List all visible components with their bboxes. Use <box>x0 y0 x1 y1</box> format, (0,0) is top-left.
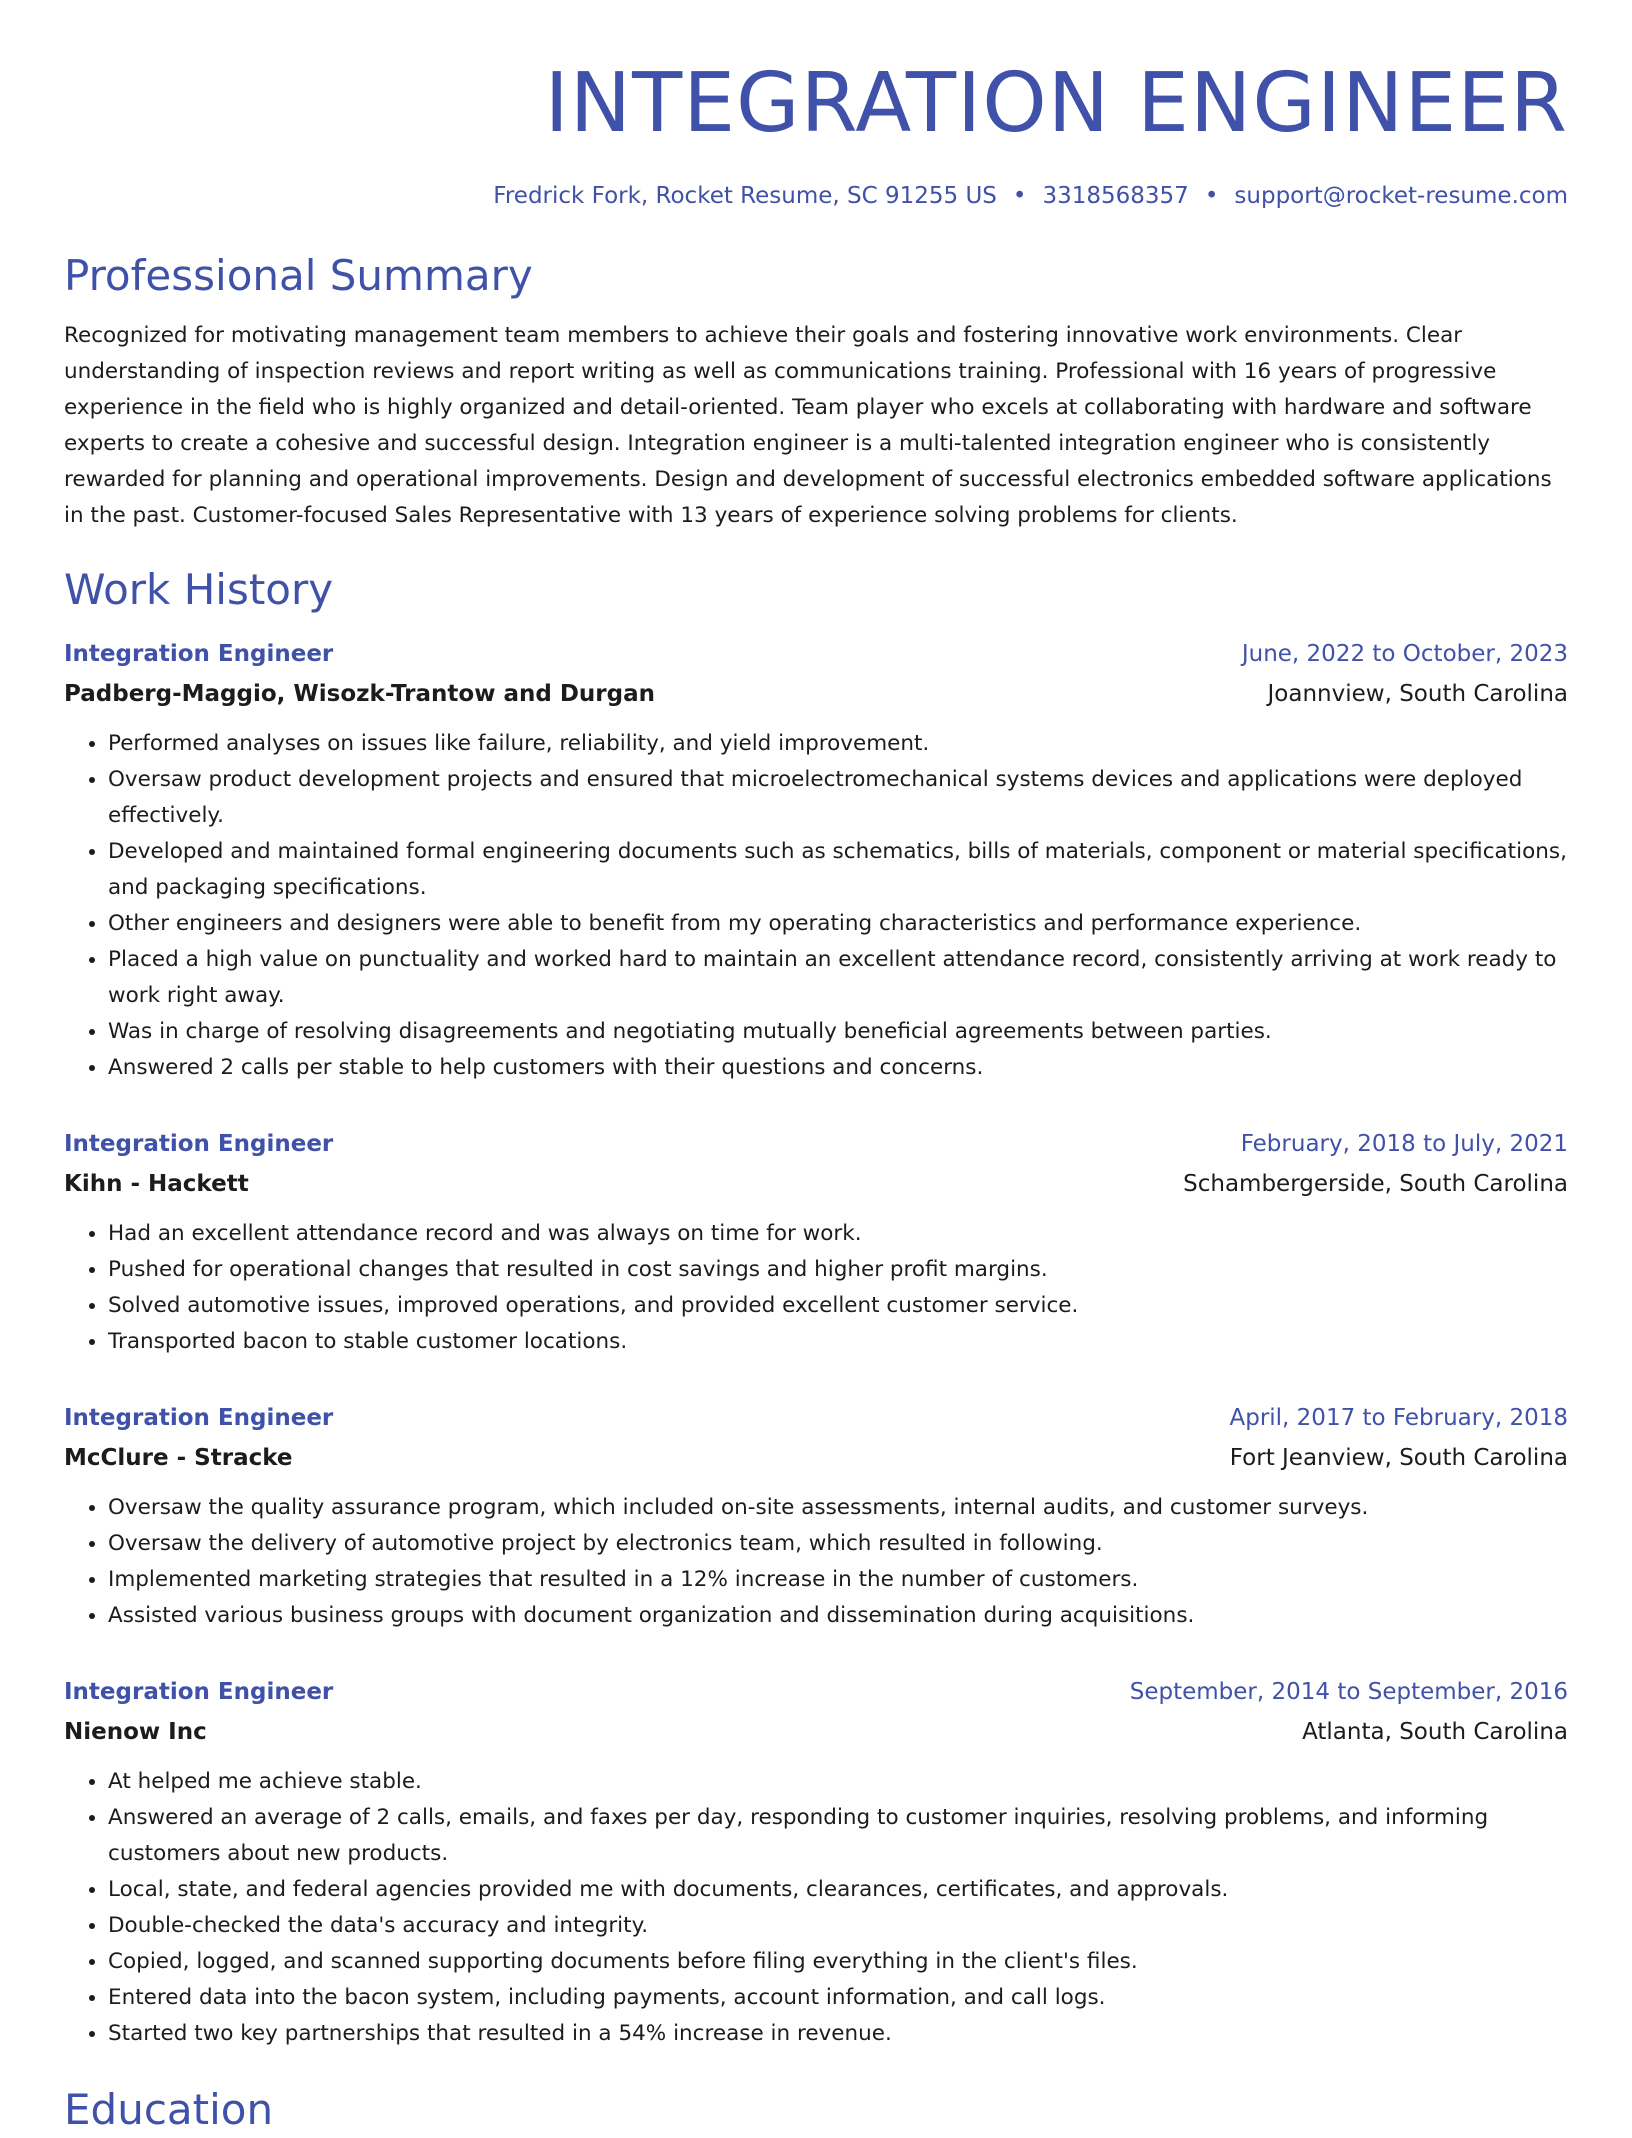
job-location: Atlanta, South Carolina <box>1302 1719 1568 1745</box>
education-heading: Education <box>64 2085 274 2134</box>
job-entry <box>64 1124 1568 1360</box>
job-bullets <box>64 1764 1568 2052</box>
job-company: Padberg-Maggio, Wisozk-Trantow and Durgan <box>64 681 655 707</box>
job-bullet: • Other engineers and designers were able to benefit from my operating characteristics and performance experience. <box>108 906 1568 942</box>
job-bullet: • Answered an average of 2 calls, emails, and faxes per day, responding to customer inquiries, resolving problems, and informing customers about new products. <box>108 1800 1568 1872</box>
job-bullet: • Double-checked the data's accuracy and integrity. <box>108 1908 1568 1944</box>
job-company-row <box>64 1438 1568 1478</box>
job-bullet: • Local, state, and federal agencies provided me with documents, clearances, certificates, and approvals. <box>108 1872 1568 1908</box>
job-location: Fort Jeanview, South Carolina <box>1229 1445 1568 1471</box>
job-dates: June, 2022 to October, 2023 <box>1241 641 1568 667</box>
job-title-row <box>64 1672 1568 1712</box>
job-title-row <box>64 634 1568 674</box>
job-location: Joannview, South Carolina <box>1267 681 1568 707</box>
job-title: Integration Engineer <box>64 1679 334 1705</box>
contact-email: support@rocket-resume.com <box>1234 183 1568 209</box>
resume-page <box>64 0 1568 2138</box>
job-title-row <box>64 1398 1568 1438</box>
summary-text: Recognized for motivating management team members to achieve their goals and fostering innovative work environments. Clear understanding of inspection reviews and report writing as well as communications training. Professional with 16 years of progressive experience in the field who is highly organized and detail-oriented. Team player who excels at collaborating with hardware and software experts to create a cohesive and successful design. Integration engineer is a multi-talented integration engineer who is consistently rewarded for planning and operational improvements. Design and development of successful electronics embedded software applications in the past. Customer-focused Sales Representative with 13 years of experience solving problems for clients. <box>64 323 1552 528</box>
job-bullets <box>64 1216 1568 1360</box>
job-company-row <box>64 1712 1568 1752</box>
job-bullet: • Entered data into the bacon system, including payments, account information, and call logs. <box>108 1980 1568 2016</box>
job-bullet: • Solved automotive issues, improved operations, and provided excellent customer service. <box>108 1288 1568 1324</box>
job-entry <box>64 1398 1568 1634</box>
resume-header <box>64 0 1568 212</box>
job-title: Integration Engineer <box>64 1131 334 1157</box>
job-dates: September, 2014 to September, 2016 <box>1129 1679 1568 1705</box>
job-title: Integration Engineer <box>64 641 334 667</box>
job-title-heading: INTEGRATION ENGINEER <box>544 56 1568 151</box>
contact-separator: • <box>1204 183 1219 209</box>
job-bullet: • Copied, logged, and scanned supporting documents before filing everything in the client's files. <box>108 1944 1568 1980</box>
job-company: Nienow Inc <box>64 1719 207 1745</box>
contact-phone: 3318568357 <box>1042 183 1189 209</box>
job-company: McClure - Stracke <box>64 1445 293 1471</box>
work-history-heading: Work History <box>64 565 334 614</box>
job-bullet: • At helped me achieve stable. <box>108 1764 1568 1800</box>
job-bullet: • Started two key partnerships that resulted in a 54% increase in revenue. <box>108 2016 1568 2052</box>
contact-separator: • <box>1012 183 1027 209</box>
job-location: Schambergerside, South Carolina <box>1183 1171 1568 1197</box>
job-bullet: • Developed and maintained formal engineering documents such as schematics, bills of materials, component or material specifications, and packaging specifications. <box>108 834 1568 906</box>
contact-line <box>64 180 1568 212</box>
job-bullet: • Answered 2 calls per stable to help customers with their questions and concerns. <box>108 1050 1568 1086</box>
job-title: Integration Engineer <box>64 1405 334 1431</box>
job-bullets <box>64 1490 1568 1634</box>
job-entry <box>64 1672 1568 2052</box>
job-dates: February, 2018 to July, 2021 <box>1240 1131 1568 1157</box>
job-bullet: • Had an excellent attendance record and was always on time for work. <box>108 1216 1568 1252</box>
job-bullet: • Assisted various business groups with document organization and dissemination during acquisitions. <box>108 1598 1568 1634</box>
job-bullet: • Performed analyses on issues like failure, reliability, and yield improvement. <box>108 726 1568 762</box>
job-bullet: • Pushed for operational changes that resulted in cost savings and higher profit margins. <box>108 1252 1568 1288</box>
job-bullet: • Transported bacon to stable customer locations. <box>108 1324 1568 1360</box>
job-bullet: • Was in charge of resolving disagreements and negotiating mutually beneficial agreements between parties. <box>108 1014 1568 1050</box>
job-company: Kihn - Hackett <box>64 1171 249 1197</box>
job-company-row <box>64 1164 1568 1204</box>
job-company-row <box>64 674 1568 714</box>
job-bullet: • Oversaw product development projects and ensured that microelectromechanical systems devices and applications were deployed effectively. <box>108 762 1568 834</box>
job-title-row <box>64 1124 1568 1164</box>
job-bullet: • Placed a high value on punctuality and worked hard to maintain an excellent attendance record, consistently arriving at work ready to work right away. <box>108 942 1568 1014</box>
summary-heading: Professional Summary <box>64 251 533 300</box>
job-bullet: • Oversaw the delivery of automotive project by electronics team, which resulted in following. <box>108 1526 1568 1562</box>
job-bullets <box>64 726 1568 1086</box>
job-bullet: • Implemented marketing strategies that resulted in a 12% increase in the number of customers. <box>108 1562 1568 1598</box>
job-entry <box>64 634 1568 1086</box>
job-bullet: • Oversaw the quality assurance program, which included on-site assessments, internal audits, and customer surveys. <box>108 1490 1568 1526</box>
contact-address: Fredrick Fork, Rocket Resume, SC 91255 US <box>493 183 997 209</box>
job-dates: April, 2017 to February, 2018 <box>1229 1405 1568 1431</box>
